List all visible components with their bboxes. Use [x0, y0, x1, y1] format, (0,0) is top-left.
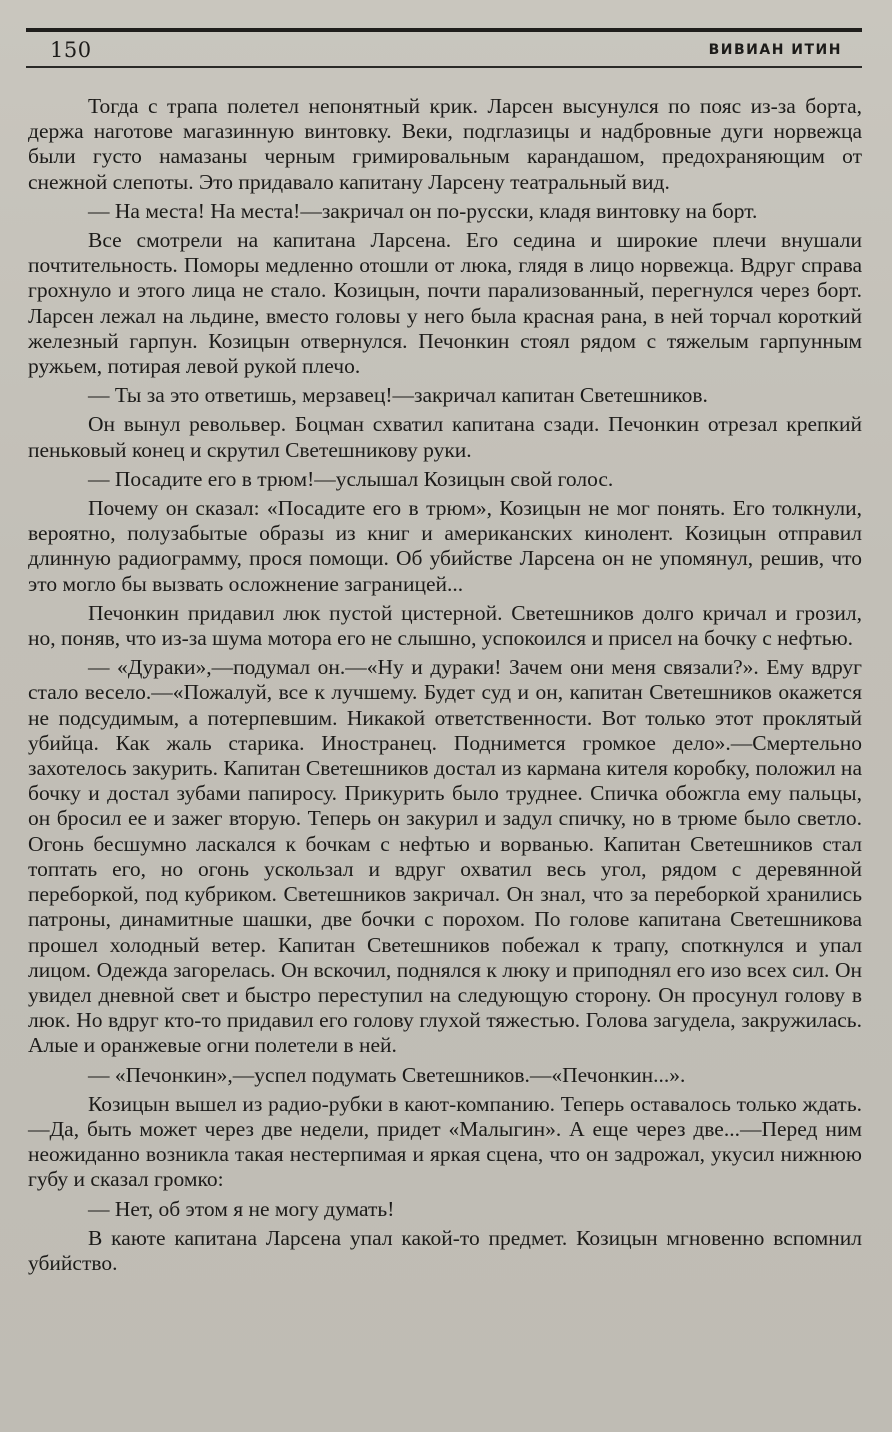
paragraph: Все смотрели на капитана Ларсена. Его седина и широкие плечи внушали почтительность. Поморы медленно отошли от люка, глядя в лицо норвежца. Вдруг справа грохнуло и этого лица не стало. Козицын, почти парализованный, перегнулся через борт. Ларсен лежал на льдине, вместо головы у него была красная рана, в ней торчал короткий железный гарпун. Козицын отвернулся. Печонкин стоял рядом с тяжелым гарпунным ружьем, потирая левой рукой плечо.: [28, 228, 862, 379]
paragraph: Козицын вышел из радио-рубки в кают-компанию. Теперь оставалось только ждать.—Да, быть может через две недели, придет «Малыгин». А еще через две...—Перед ним неожиданно возникла такая нестерпимая и яркая сцена, что он задрожал, укусил нижнюю губу и сказал громко:: [28, 1091, 862, 1192]
running-head-author: ВИВИАН ИТИН: [708, 42, 842, 58]
paragraph: — На места! На места!—закричал он по-русски, кладя винтовку на борт.: [88, 198, 758, 223]
paragraph: — Посадите его в трюм!—услышал Козицын свой голос.: [88, 466, 614, 491]
paragraph: — Ты за это ответишь, мерзавец!—закричал капитан Светешников.: [88, 383, 708, 408]
paragraph: — Нет, об этом я не могу думать!: [88, 1196, 395, 1221]
paragraph: Печонкин придавил люк пустой цистерной. Светешников долго кричал и грозил, но, поняв, что из-за шума мотора его не слышно, успокоился и присел на бочку с нефтью.: [28, 600, 862, 651]
header-rule-top: [26, 28, 862, 32]
paragraph: — «Дураки»,—подумал он.—«Ну и дураки! Зачем они меня связали?». Ему вдруг стало весело.—«Пожалуй, все к лучшему. Будет суд и он, капитан Светешников окажется не подсудимым, а потерпевшим. Никакой ответственности. Вот только этот проклятый убийца. Как жаль старика. Иностранец. Поднимется громкое дело».—Смертельно захотелось закурить. Капитан Светешников достал из кармана кителя коробку, положил на бочку и достал зубами папиросу. Прикурить было труднее. Спичка обожгла ему пальцы, он бросил ее и зажег вторую. Теперь он закурил и задул спичку, но в трюме было светло. Огонь бесшумно ласкался к бочкам с нефтью и ворванью. Капитан Светешников стал топтать его, но огонь ускользал и вдруг охватил весь угол, рядом с деревянной переборкой, под кубриком. Светешников закричал. Он знал, что за переборкой хранились патроны, динамитные шашки, две бочки с порохом. По голове капитана Светешникова прошел холодный ветер. Капитан Светешников побежал к трапу, споткнулся и упал лицом. Одежда загорелась. Он вскочил, поднялся к люку и приподнял его изо всех сил. Он увидел дневной свет и быстро переступил на следующую сторону. Он просунул голову в люк. Но вдруг кто-то придавил его голову глухой тяжестью. Голова загудела, закружилась. Алые и оранжевые огни полетели в ней.: [28, 655, 862, 1058]
paragraph: Тогда с трапа полетел непонятный крик. Ларсен высунулся по пояс из-за борта, держа наготове магазинную винтовку. Веки, подглазицы и надбровные дуги норвежца были густо намазаны черным гримировальным карандашом, предохраняющим от снежной слепоты. Это придавало капитану Ларсену театральный вид.: [28, 94, 862, 194]
paragraph: В каюте капитана Ларсена упал какой-то предмет. Козицын мгновенно вспомнил убийство.: [28, 1225, 862, 1275]
paragraph: Почему он сказал: «Посадите его в трюм», Козицын не мог понять. Его толкнули, вероятно, полузабытые образы из книг и американских кинолент. Козицын отправил длинную радиограмму, прося помощи. Об убийстве Ларсена он не упомянул, решив, что это могло бы вызвать осложнение заграницей...: [28, 496, 862, 596]
paragraph: Он вынул револьвер. Боцман схватил капитана сзади. Печонкин отрезал крепкий пеньковый конец и скрутил Светешникову руки.: [28, 412, 862, 462]
body-text: [28, 94, 862, 1280]
header-rule-bottom: [26, 66, 862, 68]
page-number: 150: [50, 38, 92, 62]
paragraph: — «Печонкин»,—успел подумать Светешников.—«Печонкин...».: [88, 1062, 686, 1087]
